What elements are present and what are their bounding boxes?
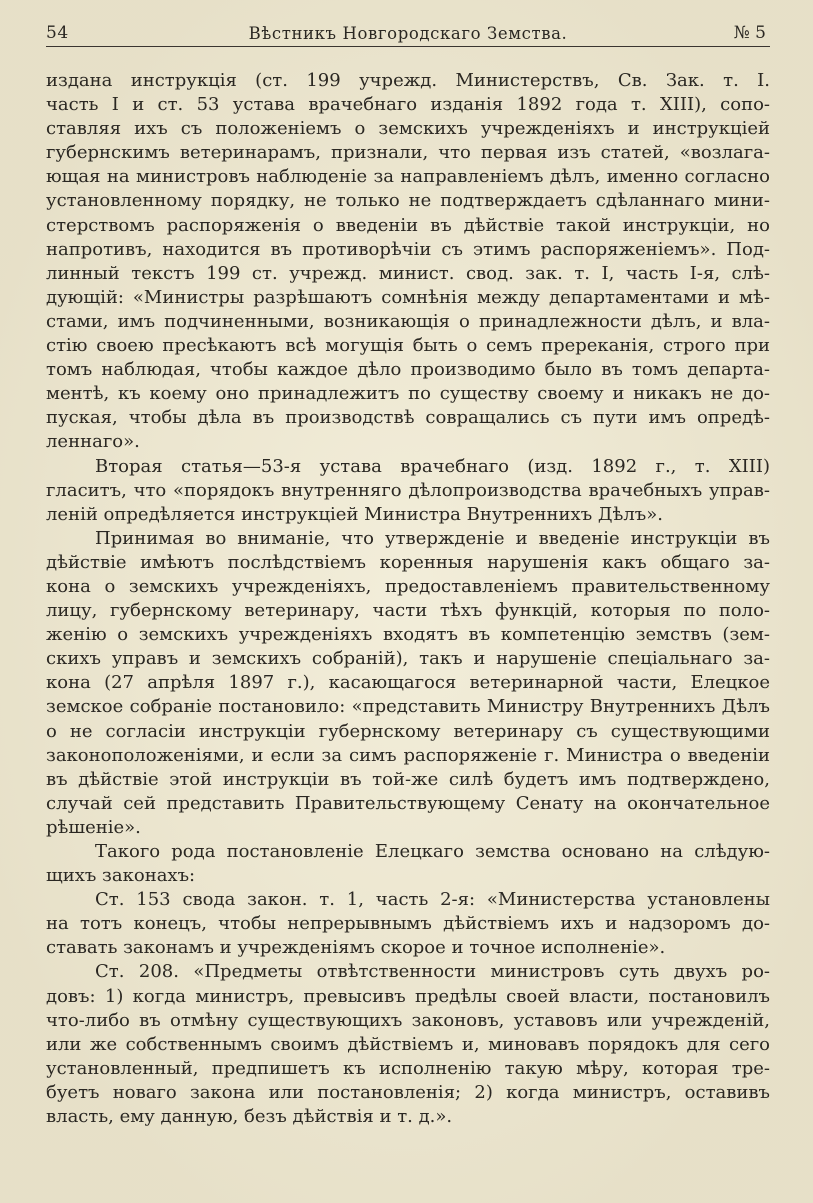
text-line: Ст. 153 свода закон. т. 1, часть 2-я: «Министерства установлены (95, 889, 770, 911)
text-line: Принимая во вниманіе, что утвержденіе и введеніе инструкціи въ (95, 527, 770, 549)
text-line: стами, имъ подчиненными, возникающія о принадлежности дѣлъ, и вла- (46, 310, 770, 332)
text-line: ставляя ихъ съ положеніемъ о земскихъ учрежденіяхъ и инструкціей (46, 118, 770, 140)
text-line: губернскимъ ветеринарамъ, признали, что первая изъ статей, «возлага- (46, 142, 770, 164)
text-line: томъ наблюдая, чтобы каждое дѣло производимо было въ томъ департа- (46, 359, 770, 381)
text-line: кона о земскихъ учрежденіяхъ, предоставленіемъ правительственному (46, 575, 770, 597)
page-number: 54 (46, 23, 69, 43)
text-line: земское собраніе постановило: «представить Министру Внутреннихъ Дѣлъ (46, 696, 770, 718)
text-line: или же собственнымъ своимъ дѣйствіемъ и, миновавъ порядокъ для сего (46, 1033, 770, 1055)
issue-number: № 5 (733, 23, 766, 43)
journal-title: Вѣстникъ Новгородскаго Земства. (248, 24, 568, 43)
text-line: что-либо въ отмѣну существующихъ законовъ, уставовъ или учрежденій, (46, 1009, 770, 1031)
text-line: Вторая статья—53-я устава врачебнаго (изд. 1892 г., т. XIII) (95, 455, 770, 477)
text-line: дѣйствіе имѣютъ послѣдствіемъ коренныя нарушенія какъ общаго за- (46, 551, 770, 573)
text-line: ставать законамъ и учрежденіямъ скорое и точное исполненіе». (46, 937, 666, 959)
text-line: скихъ управъ и земскихъ собраній), такъ и нарушеніе спеціальнаго за- (46, 648, 770, 670)
text-line: часть I и ст. 53 устава врачебнаго изданія 1892 года т. XIII), сопо- (46, 94, 770, 116)
text-line: линный текстъ 199 ст. учрежд. минист. свод. зак. т. I, часть I-я, слѣ- (46, 262, 770, 284)
text-line: издана инструкція (ст. 199 учрежд. Министерствъ, Св. Зак. т. I. (46, 70, 770, 91)
text-line: пуская, чтобы дѣла въ производствѣ совращались съ пути имъ опредѣ- (46, 407, 770, 429)
text-line: о не согласіи инструкціи губернскому ветеринару съ существующими (46, 720, 770, 742)
text-line: случай сей представить Правительствующему Сенату на окончательное (46, 792, 770, 814)
text-line: на тотъ конецъ, чтобы непрерывнымъ дѣйствіемъ ихъ и надзоромъ до- (46, 913, 770, 935)
running-header (46, 20, 770, 47)
text-line: дующій: «Министры разрѣшаютъ сомнѣнія между департаментами и мѣ- (46, 286, 770, 308)
text-line: ментѣ, къ коему оно принадлежитъ по существу своему и никакъ не до- (46, 383, 770, 405)
text-line: женію о земскихъ учрежденіяхъ входятъ въ компетенцію земствъ (зем- (46, 624, 770, 646)
text-line: довъ: 1) когда министръ, превысивъ предѣлы своей власти, постановилъ (46, 985, 770, 1007)
text-line: ющая на министровъ наблюденіе за направленіемъ дѣлъ, именно согласно (46, 166, 770, 188)
text-line: Ст. 208. «Предметы отвѣтственности министровъ суть двухъ ро- (95, 961, 770, 983)
text-line: леннаго». (46, 431, 140, 453)
text-line: законоположеніями, и если за симъ распоряженіе г. Министра о введеніи (46, 744, 770, 766)
text-line: власть, ему данную, безъ дѣйствія и т. д.». (46, 1106, 453, 1128)
body-text (46, 69, 770, 1129)
text-line: щихъ законахъ: (46, 865, 196, 887)
text-line: стерствомъ распоряженія о введеніи въ дѣйствіе такой инструкціи, но (46, 214, 770, 236)
text-line: напротивъ, находится въ противорѣчіи съ этимъ распоряженіемъ». Под- (46, 238, 770, 260)
text-line: буетъ новаго закона или постановленія; 2) когда министръ, оставивъ (46, 1081, 770, 1103)
text-line: Такого рода постановленіе Елецкаго земства основано на слѣдую- (95, 841, 770, 862)
text-line: лицу, губернскому ветеринару, части тѣхъ функцій, которыя по поло- (46, 600, 770, 622)
text-line: гласитъ, что «порядокъ внутренняго дѣлопроизводства врачебныхъ управ- (46, 479, 770, 501)
text-line: леній опредѣляется инструкціей Министра Внутреннихъ Дѣлъ». (46, 503, 663, 525)
text-line: въ дѣйствіе этой инструкціи въ той-же силѣ будетъ имъ подтверждено, (46, 768, 770, 790)
text-line: рѣшеніе». (46, 816, 141, 838)
text-line: установленному порядку, не только не подтверждаетъ сдѣланнаго мини- (46, 190, 770, 212)
text-line: установленный, предпишетъ къ исполненію такую мѣру, которая тре- (46, 1057, 770, 1079)
text-line: кона (27 апрѣля 1897 г.), касающагося ветеринарной части, Елецкое (46, 672, 770, 694)
text-line: стію своею пресѣкаютъ всѣ могущія быть о семъ пререканія, строго при (46, 335, 770, 357)
